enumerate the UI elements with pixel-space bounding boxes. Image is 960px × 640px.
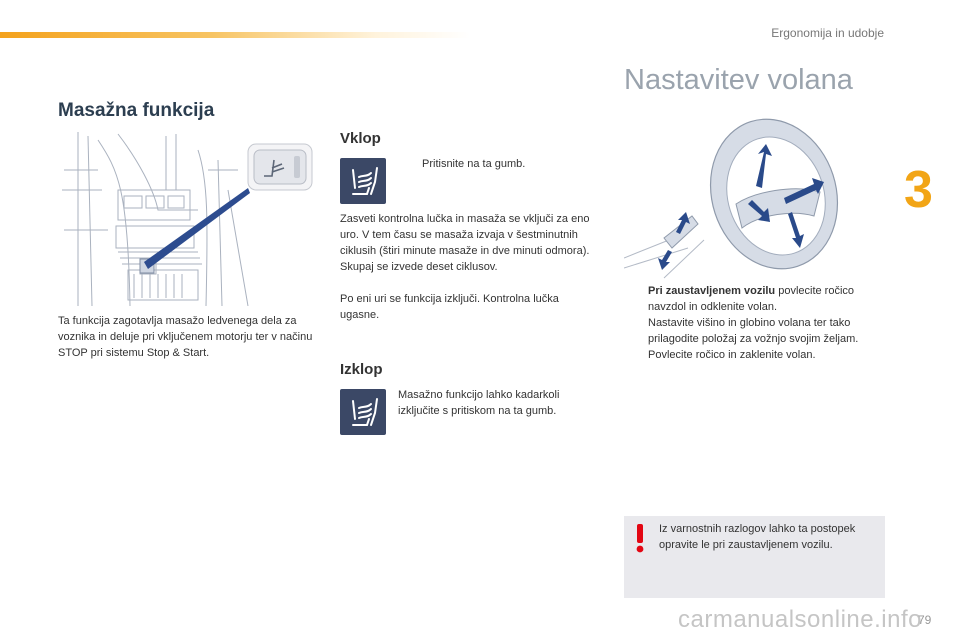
safety-warning-text: Iz varnostnih razlogov lahko ta postopek opravite le pri zaustavljenem vozilu. bbox=[659, 523, 856, 551]
console-drawing bbox=[58, 130, 316, 306]
massage-title: Masažna funkcija bbox=[58, 100, 215, 121]
steering-drawing bbox=[624, 108, 840, 280]
step-bold-text: Pri zaustavljenem vozilu bbox=[648, 285, 776, 297]
chapter-number: 3 bbox=[904, 161, 933, 219]
massage-caption: Ta funkcija zagotavlja masažo ledvenega dela za voznika in deluje pri vključenem motorju ter v načinu STOP pri sistemu Stop & Start. bbox=[58, 315, 313, 359]
switch-on-description: Zasveti kontrolna lučka in masaža se vključi za eno uro. V tem času se masaža izvaja v šestminutnih ciklusih (štiri minute masaže in dve minuti odmora). Skupaj se izvede deset ciklusov. bbox=[340, 213, 590, 273]
switch-off-text: Masažno funkcijo lahko kadarkoli izključite s pritiskom na ta gumb. bbox=[398, 389, 560, 417]
switch-on-title: Vklop bbox=[340, 130, 381, 147]
steering-title: Nastavitev volana bbox=[624, 64, 853, 96]
seat-massage-icon bbox=[345, 395, 381, 429]
page-number: 79 bbox=[918, 613, 932, 627]
step-text: povlecite ročico navzdol in odklenite volan. bbox=[648, 285, 855, 313]
step-text: Nastavite višino in globino volana ter tako prilagodite položaj za vožnjo svojim željam. bbox=[648, 317, 859, 345]
list-item bbox=[624, 283, 888, 315]
watermark: carmanualsonline.info bbox=[678, 606, 922, 633]
steering-wheel-illustration bbox=[624, 108, 840, 280]
bullet-mark bbox=[624, 347, 640, 363]
safety-warning bbox=[624, 516, 885, 598]
bullet-mark bbox=[624, 315, 640, 347]
switch-on-step bbox=[398, 156, 588, 172]
steering-steps bbox=[624, 283, 888, 363]
switch-on-instruction: Pritisnite na ta gumb. bbox=[422, 158, 526, 170]
switch-off-auto-description: Po eni uri se funkcija izključi. Kontrolna lučka ugasne. bbox=[340, 293, 559, 321]
massage-button-on[interactable] bbox=[340, 158, 386, 204]
switch-off-title: Izklop bbox=[340, 361, 383, 378]
bullet-mark bbox=[624, 283, 640, 315]
seat-massage-icon bbox=[345, 164, 381, 198]
bullet-mark bbox=[398, 156, 414, 172]
list-item bbox=[624, 347, 888, 363]
massage-button-off[interactable] bbox=[340, 389, 386, 435]
step-text: Povlecite ročico in zaklenite volan. bbox=[648, 349, 816, 361]
list-item bbox=[624, 315, 888, 347]
console-illustration bbox=[58, 130, 316, 306]
exclamation-icon bbox=[632, 522, 648, 554]
header-accent-bar bbox=[0, 32, 470, 38]
section-label: Ergonomija in udobje bbox=[771, 26, 884, 40]
